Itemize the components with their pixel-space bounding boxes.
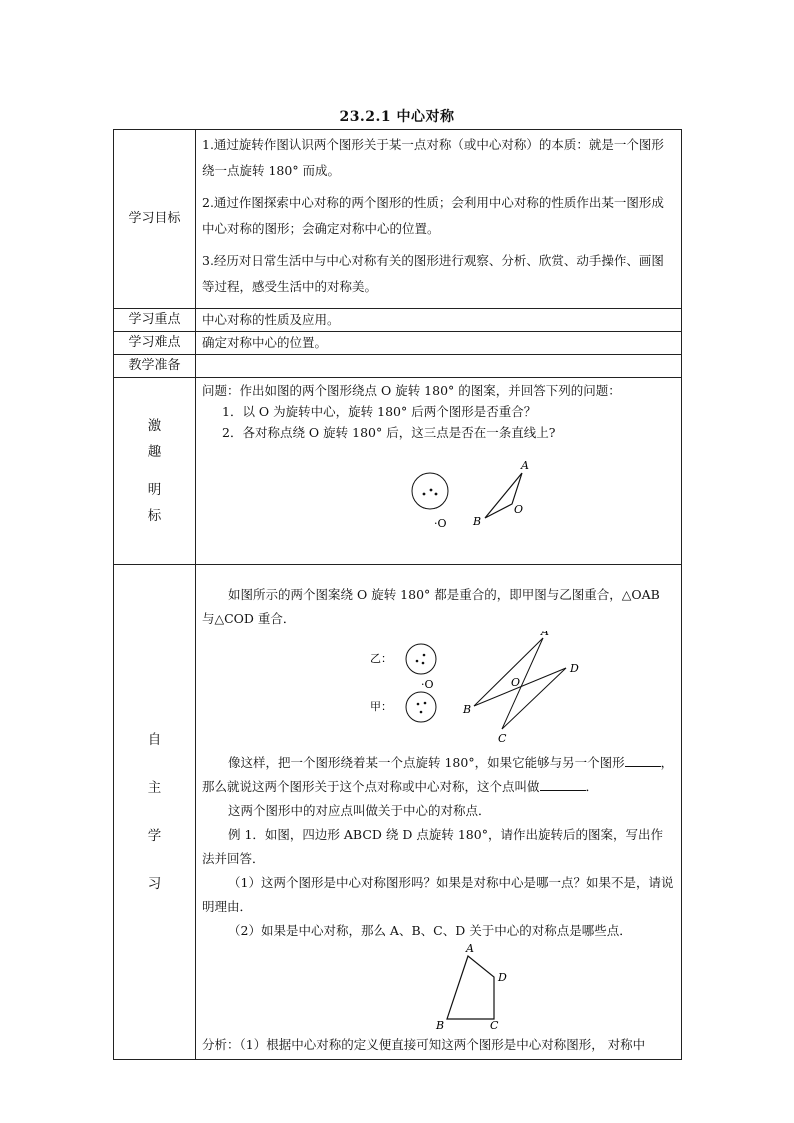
label-self-4: 习 [147, 876, 162, 892]
label-b: B [473, 515, 482, 528]
lesson-table [113, 129, 682, 1060]
label-o: O [511, 676, 521, 689]
label-difficulty: 学习难点 [114, 332, 196, 355]
prep-content [196, 355, 682, 378]
label-prep: 教学准备 [114, 355, 196, 378]
center-o-label: ·O [434, 517, 447, 530]
dot-yi [422, 662, 425, 665]
row-objectives [114, 130, 682, 309]
example-1: 例 1．如图，四边形 ABCD 绕 D 点旋转 180°，请作出旋转后的图案，写出作法并回答． [202, 827, 663, 866]
objective-2: 2.通过作图探索中心对称的两个图形的性质；会利用中心对称的性质作出某一图形成中心对称的图形；会确定对称中心的位置。 [202, 195, 664, 236]
quadrilateral-abcd [447, 956, 494, 1019]
label-o: O [514, 503, 524, 516]
objective-3: 3.经历对日常生活中与中心对称有关的图形进行观察、分析、欣赏、动手操作、画图等过程，感受生活中的对称美。 [202, 253, 664, 294]
self-figure-svg [202, 631, 676, 751]
label-interest-3: 明 [147, 482, 162, 498]
label-self-2: 主 [147, 780, 162, 796]
label-self-3: 学 [147, 828, 162, 844]
row-interest [114, 378, 682, 565]
interest-figure [202, 443, 675, 553]
label-interest-1: 激 [147, 418, 162, 434]
label-c: C [498, 732, 507, 745]
circle-shape [412, 473, 448, 509]
self-p2-a: 像这样，把一个图形绕着某一个点旋转 180°，如果它能够与另一个图形 [228, 755, 625, 770]
label-center-o: ·O [421, 678, 434, 691]
interest-figure-svg [202, 443, 676, 553]
example-1-q2: （2）如果是中心对称，那么 A、B、C、D 关于中心的对称点是哪些点． [228, 923, 632, 938]
segment-ac [502, 638, 543, 729]
dot-jia [420, 711, 423, 714]
label-b: B [463, 703, 472, 716]
self-p2 [202, 751, 675, 799]
label-interest-4: 标 [147, 508, 162, 524]
blank-2[interactable] [540, 777, 586, 791]
label-c: C [490, 1019, 499, 1032]
label-yi: 乙： [370, 652, 392, 665]
interest-content [196, 378, 682, 565]
label-b: B [436, 1019, 445, 1032]
self-study-content [196, 565, 682, 1060]
circle-dot [423, 493, 426, 496]
label-a: A [466, 943, 474, 955]
quad-figure [202, 943, 675, 1033]
label-self-1: 自 [147, 732, 162, 748]
label-interest-2: 趣 [147, 444, 162, 460]
label-objectives: 学习目标 [114, 130, 196, 309]
label-interest [114, 378, 196, 565]
row-key [114, 309, 682, 332]
key-content: 中心对称的性质及应用。 [196, 309, 682, 332]
circle-jia [406, 692, 436, 722]
interest-q1: 1．以 O 为旋转中心，旋转 180° 后两个图形是否重合？ [222, 404, 537, 419]
interest-question: 问题：作出如图的两个图形绕点 O 旋转 180° 的图案，并回答下列的问题： [202, 383, 621, 398]
self-p3: 这两个图形中的对应点叫做关于中心的对称点． [228, 803, 491, 818]
dot-jia [417, 703, 420, 706]
blank-1[interactable] [625, 753, 661, 767]
label-jia: 甲： [370, 700, 392, 713]
row-self-study [114, 565, 682, 1060]
circle-yi [406, 644, 436, 674]
label-d: D [570, 662, 579, 675]
dot-yi [416, 660, 419, 663]
label-key: 学习重点 [114, 309, 196, 332]
self-p1: 如图所示的两个图案绕 O 旋转 180° 都是重合的，即甲图与乙图重合，△OAB 与△COD 重合． [202, 587, 660, 626]
quad-figure-svg [202, 943, 676, 1033]
interest-q2: 2．各对称点绕 O 旋转 180° 后，这三点是否在一条直线上? [222, 425, 556, 440]
label-d: D [498, 971, 507, 984]
circle-dot [435, 493, 438, 496]
self-p2-end: ． [585, 779, 599, 794]
objectives-content [196, 130, 682, 309]
label-self-study [114, 565, 196, 1060]
analysis: 分析：（1）根据中心对称的定义便直接可知这两个图形是中心对称图形， 对称中 [202, 1037, 646, 1052]
page-title: 23.2.1 中心对称 [339, 109, 455, 125]
label-a: A [521, 459, 529, 472]
difficulty-content: 确定对称中心的位置。 [196, 332, 682, 355]
objective-1: 1.通过旋转作图认识两个图形关于某一点对称（或中心对称）的本质：就是一个图形绕一点旋转 180° 而成。 [202, 137, 664, 178]
example-1-q1: （1）这两个图形是中心对称图形吗？如果是对称中心是哪一点？如果不是，请说明理由． [202, 875, 674, 914]
self-p2-b: ，那么就说这两个图形关于这个点对称或中心对称，这个点叫做 [202, 755, 674, 794]
self-figure [202, 631, 675, 751]
row-prep [114, 355, 682, 378]
label-a: A [541, 631, 549, 638]
segment-ab [474, 638, 543, 706]
dot-yi [423, 654, 426, 657]
dot-jia [424, 702, 427, 705]
circle-dot [430, 489, 433, 492]
row-difficulty [114, 332, 682, 355]
